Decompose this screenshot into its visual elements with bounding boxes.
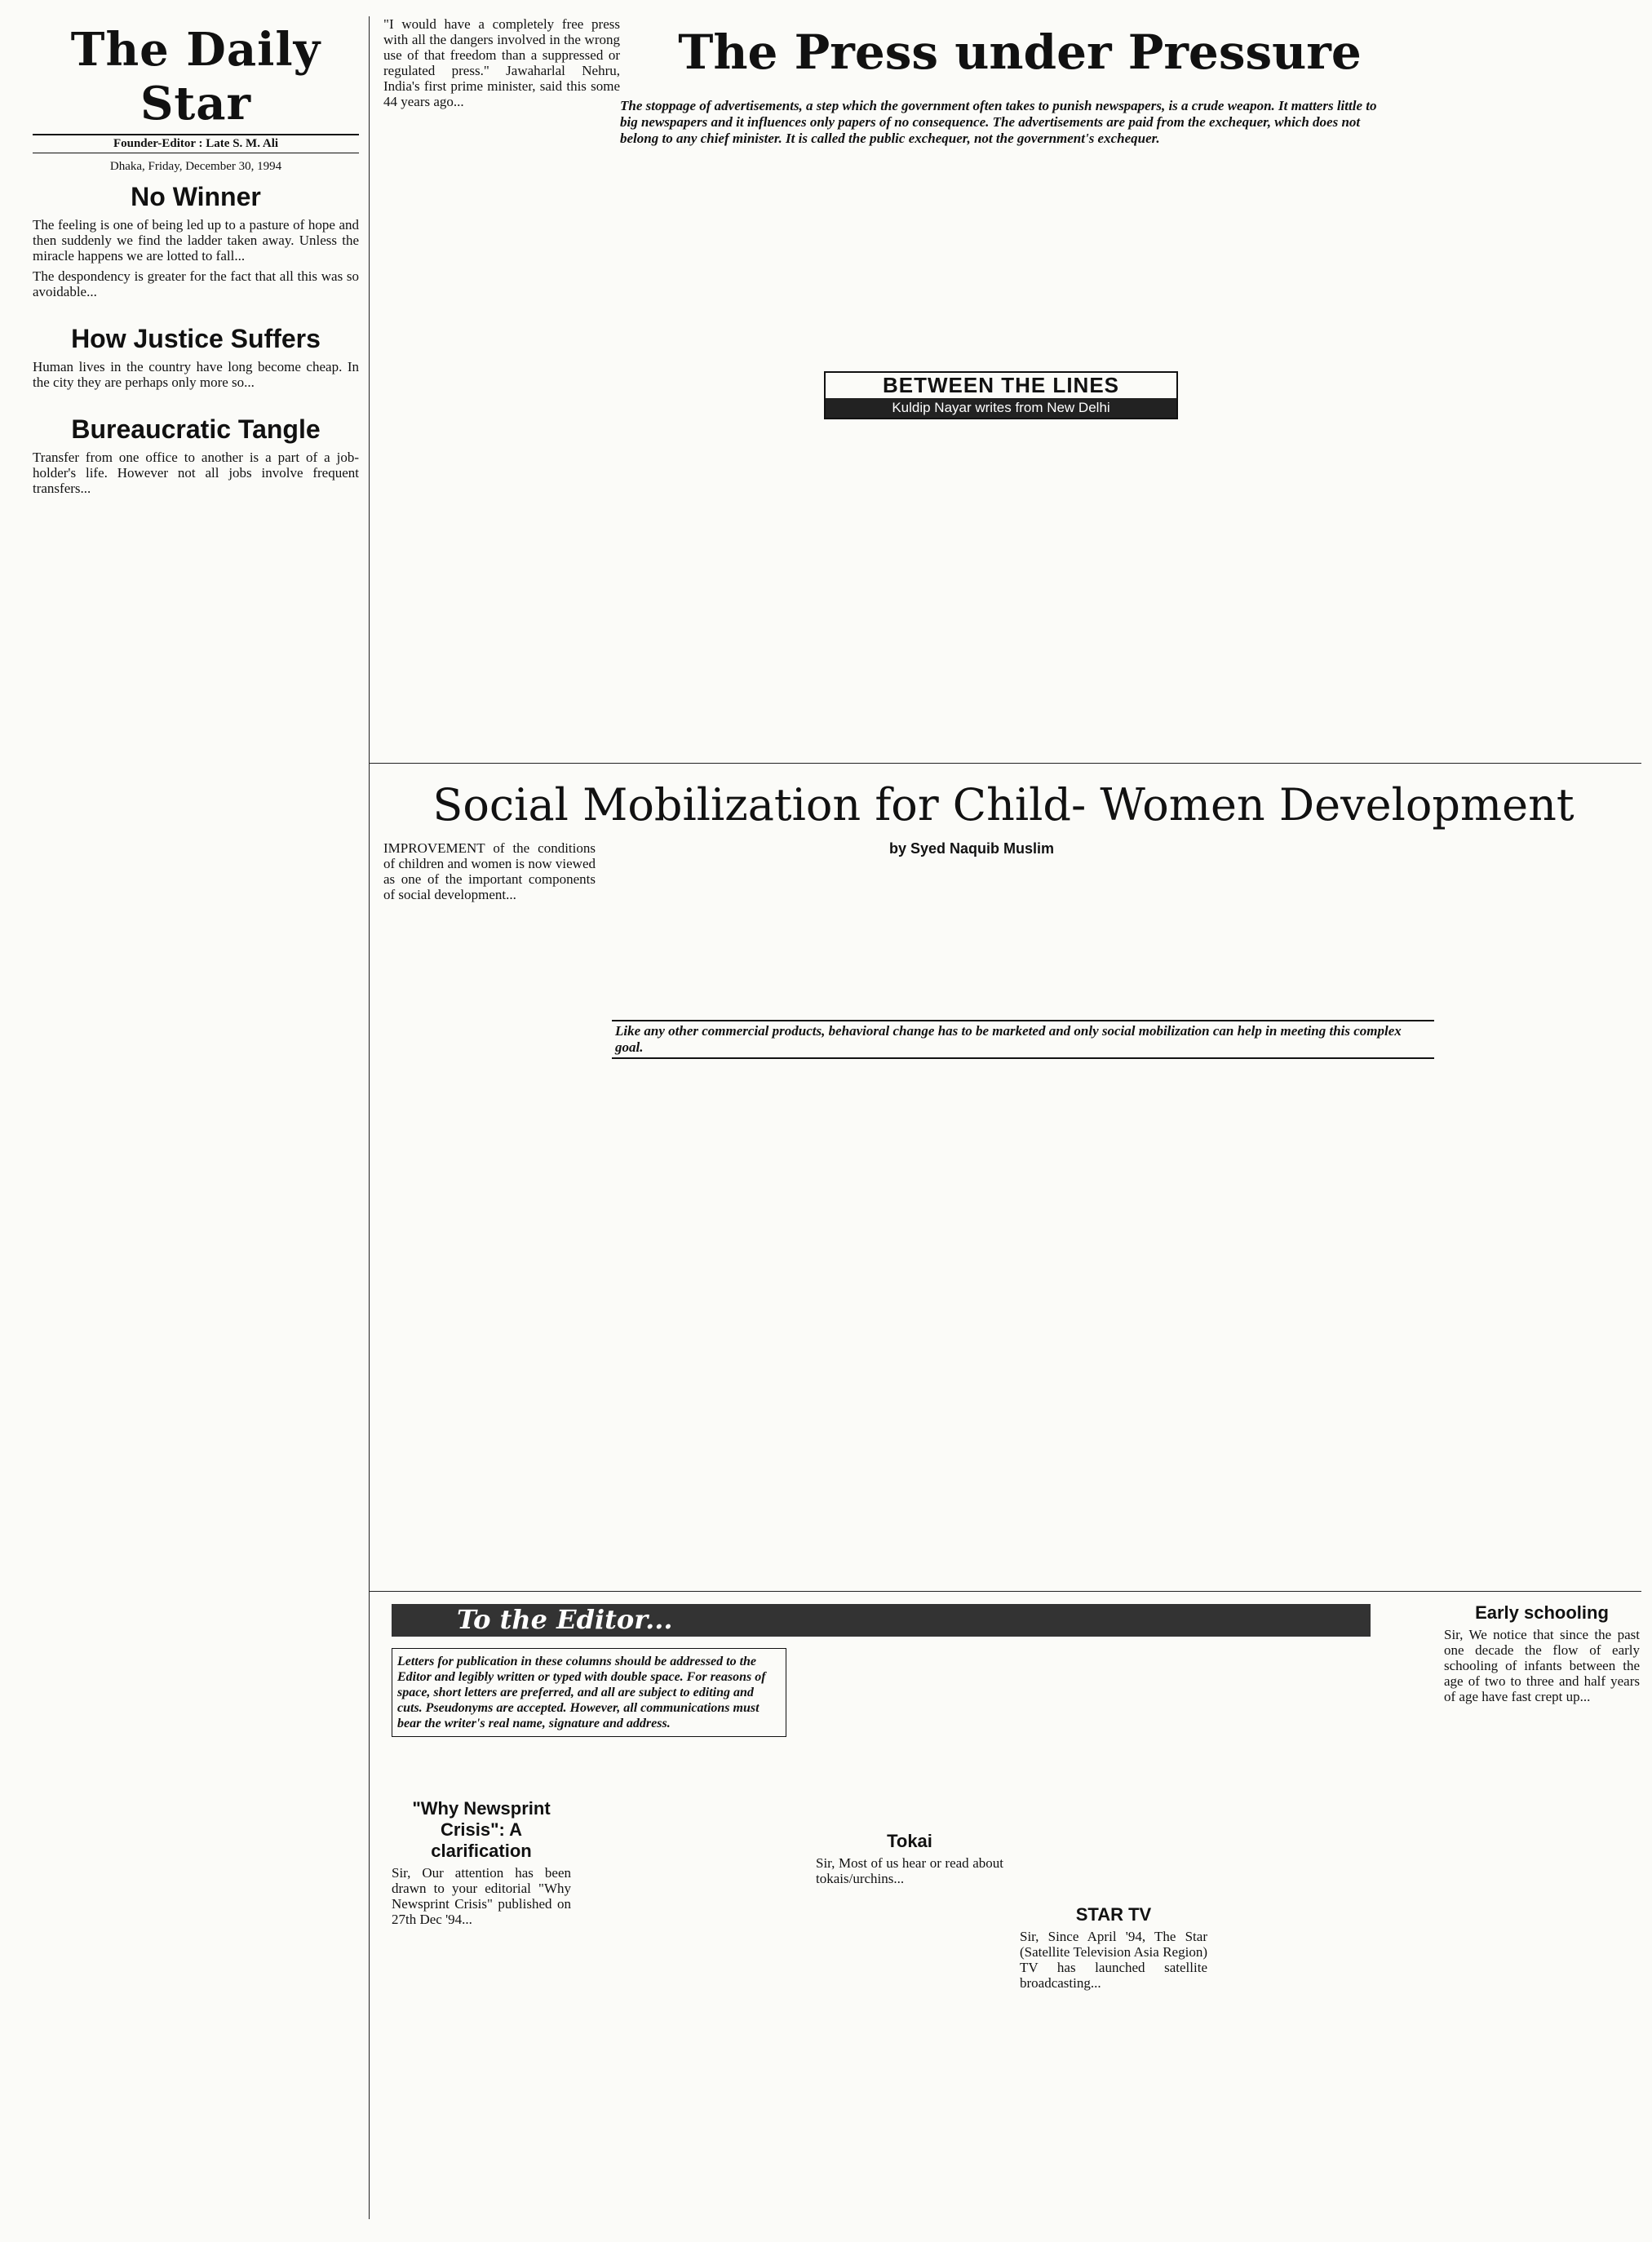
social-pull-quote: Like any other commercial products, behavioral change has to be marketed and only social mobilization can help in meeting this complex goal. [612,1020,1434,1059]
press-body [383,16,620,751]
letter [816,1828,1003,2235]
masthead-founder: Founder-Editor : Late S. M. Ali [33,134,359,153]
editorial-paragraph: The despondency is greater for the fact that all this was so avoidable... [33,268,359,299]
letter-title: "Why Newsprint Crisis": A clarification [412,1798,551,1861]
press-deck: The stoppage of advertisements, a step which the government often takes to punish newspapers, is a crude weapon. It matters little to big newspapers and it influences only papers of no consequence. The advertisements are paid from the exchequer, which does not belong to any chief minister. It is called the public exchequer, not the government's exchequer. [620,98,1377,146]
section-rule [369,1591,1641,1592]
editorial-paragraph: Transfer from one office to another is a part of a job-holder's life. However not all jobs involve frequent transfers... [33,450,359,496]
dateline: Dhaka, Friday, December 30, 1994 [109,160,282,173]
masthead-title: The Daily Star [70,23,321,131]
letter-title: Tokai [887,1831,932,1851]
editorial-paragraph: Human lives in the country have long become cheap. In the city they are perhaps only more so... [33,359,359,390]
social-paragraph: IMPROVEMENT of the conditions of children and women is now viewed as one of the important components of social development... [383,840,596,902]
letter-body: Sir, Most of us hear or read about tokais/urchins... [816,1855,1003,1886]
letter-body: Sir, Our attention has been drawn to your editorial "Why Newsprint Crisis" published on 27th Dec '94... [392,1865,571,1927]
between-the-lines-box [824,371,1178,419]
editorial-heading: How Justice Suffers [71,324,321,353]
column-rule [369,16,370,2219]
letter [392,1795,571,2235]
social-headline: Social Mobilization for Child- Women Development [432,779,1574,831]
letter-title: STAR TV [1075,1904,1152,1925]
section-rule [369,763,1641,764]
press-headline: The Press under Pressure [678,24,1362,80]
editorial-paragraph: The feeling is one of being led up to a pasture of hope and then suddenly we find the ladder taken away. Unless the miracle happens we are lotted to fall... [33,217,359,264]
letter [1444,1599,1640,2235]
letters-notice: Letters for publication in these columns should be addressed to the Editor and legibly written or typed with double space. For reasons of space, short letters are preferred, and all are subject to editing and cuts. Pseudonyms are accepted. However, all communications must bear the writer's real name, signature and address. [392,1648,786,1737]
column-title: BETWEEN THE LINES [882,373,1119,397]
letter-body: Sir, We notice that since the past one decade the flow of early schooling of infants between the age of two to three and half years of age have fast crept up... [1444,1627,1640,1704]
social-body [383,840,596,1575]
letter-body: Sir, Since April '94, The Star (Satellite Television Asia Region) TV has launched satellite broadcasting... [1020,1929,1207,1991]
editorial-column [33,0,359,2242]
editorial-heading: No Winner [131,182,261,211]
letter-title: Early schooling [1475,1602,1609,1623]
editorial-heading: Bureaucratic Tangle [71,414,321,444]
column-subtitle: Kuldip Nayar writes from New Delhi [826,398,1176,418]
press-paragraph: "I would have a completely free press with all the dangers involved in the wrong use of that freedom than a suppressed or regulated press." Jawaharlal Nehru, India's first prime minister, said this some 44 years ago... [383,16,620,109]
letters-section-title: To the Editor... [392,1604,1371,1637]
letter [1020,1901,1207,2235]
social-byline: by Syed Naquib Muslim [889,840,1055,857]
